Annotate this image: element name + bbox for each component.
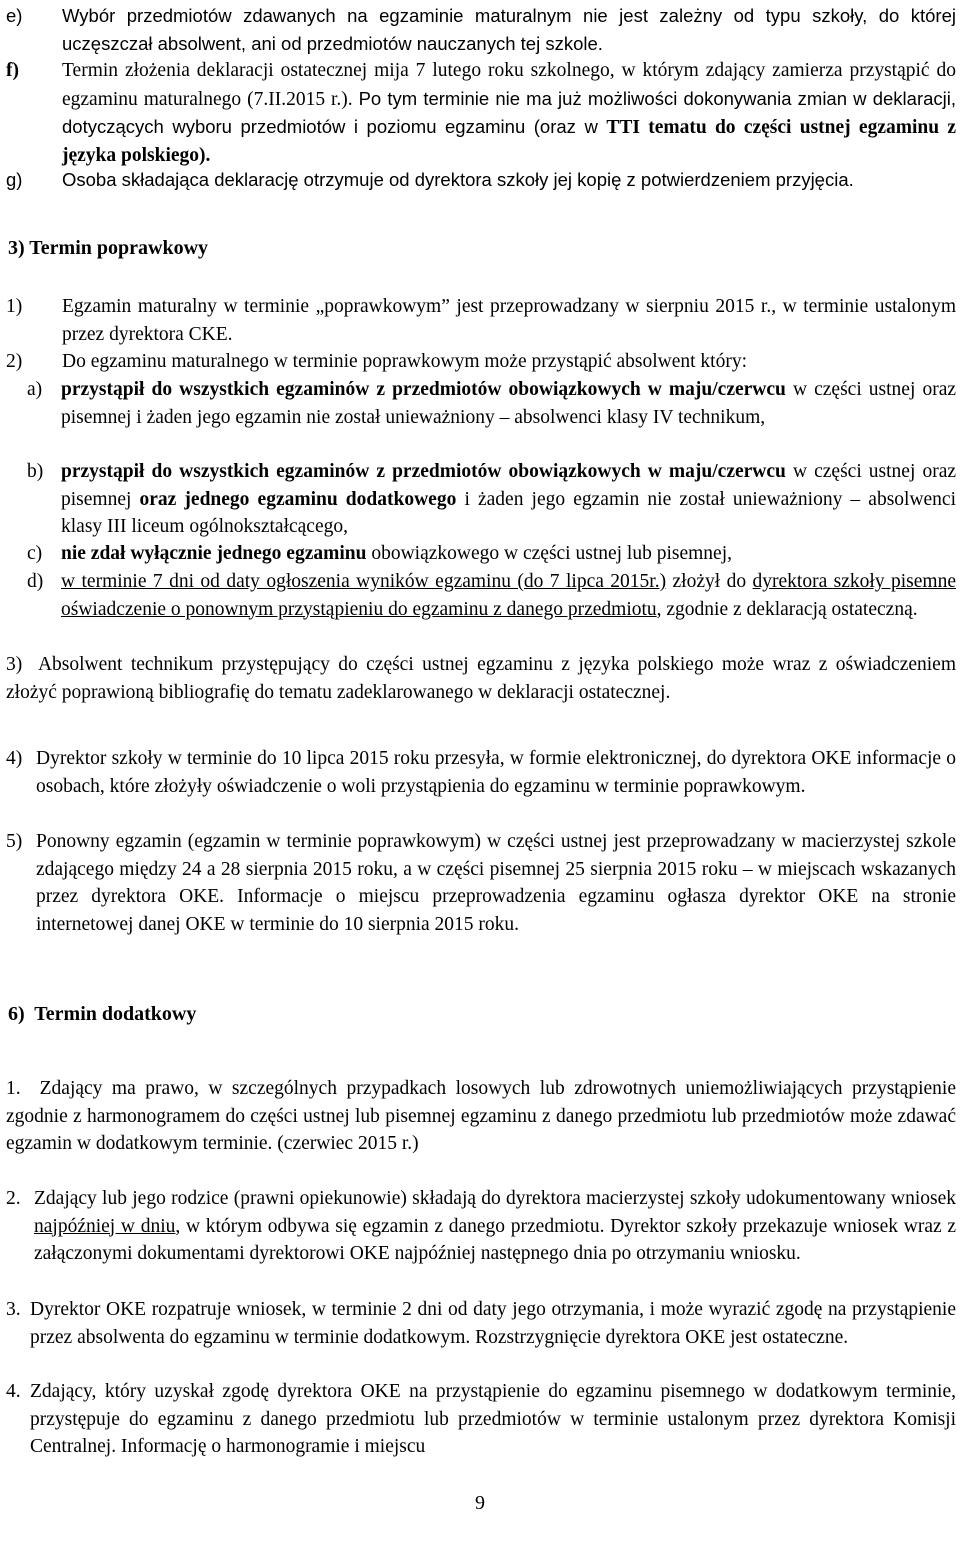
sub-item-d <box>27 568 956 623</box>
sub-item-b <box>27 458 956 541</box>
item-f <box>6 57 956 169</box>
item-label: 3. <box>6 1299 21 1320</box>
section3-item-2 <box>6 348 956 376</box>
item-label: a) <box>27 379 43 400</box>
section3-item-1 <box>6 293 956 348</box>
item-e <box>6 2 956 57</box>
sub-item-a <box>27 376 956 431</box>
section-heading-termin-dodatkowy: 6) Termin dodatkowy <box>8 1003 197 1025</box>
item-text: Zdający ma prawo, w szczególnych przypadkach losowych lub zdrowotnych uniemożliwiających przystąpienie zgodnie z harmonogramem do części ustnej lub pisemnej egzaminu z danego przedmiotu lub przedmiotów może zdawać egzamin w dodatkowym terminie. (czerwiec 2015 r.) <box>6 1078 957 1154</box>
item-label: 2. <box>6 1188 21 1209</box>
item-label: d) <box>27 571 44 592</box>
item-label: 4) <box>6 748 23 769</box>
item-text: Zdający, który uzyskał zgodę dyrektora OKE na przystąpienie do egzaminu pisemnego w dodatkowym terminie, przystępuje do egzaminu z danego przedmiotu lub przedmiotów w terminie ustalonym przez dyrektora Komisji Centralnej. Informację o harmonogramie i miejscu <box>30 1381 956 1457</box>
item-label: b) <box>27 461 44 482</box>
section6-item-2 <box>6 1185 956 1268</box>
section6-item-3 <box>6 1296 956 1351</box>
item-text: Do egzaminu maturalnego w terminie poprawkowym może przystąpić absolwent który: <box>62 351 748 372</box>
item-text: Wybór przedmiotów zdawanych na egzaminie maturalnym nie jest zależny od typu szkoły, do której uczęszczał absolwent, ani od przedmiotów nauczanych tej szkole. <box>62 5 956 54</box>
item-text: przystąpił do wszystkich egzaminów z przedmiotów obowiązkowych w maju/czerwcu w części ustnej oraz pisemnej oraz jednego egzaminu dodatkowego i żaden jego egzamin nie został unieważniony – absolwenci klasy III liceum ogólnokształcącego, <box>61 461 957 537</box>
item-text: Termin złożenia deklaracji ostatecznej mija 7 lutego roku szkolnego, w którym zdający zamierza przystąpić do egzaminu maturalnego (7.II.2015 r.). Po tym terminie nie ma już możliwości dokonywania zmian w deklaracji, dotyczących wyboru przedmiotów i poziomu egzaminu (oraz w TTI tematu do części ustnej egzaminu z języka polskiego). <box>62 60 957 166</box>
item-label: e) <box>6 5 23 26</box>
item-label: c) <box>27 543 43 564</box>
item-text: Osoba składająca deklarację otrzymuje od dyrektora szkoły jej kopię z potwierdzeniem przyjęcia. <box>62 169 854 190</box>
item-text: nie zdał wyłącznie jednego egzaminu obowiązkowego w części ustnej lub pisemnej, <box>61 543 732 564</box>
item-label: 1. <box>6 1078 21 1099</box>
section3-item-5 <box>6 828 956 938</box>
item-text: Dyrektor szkoły w terminie do 10 lipca 2015 roku przesyła, w formie elektronicznej, do dyrektora OKE informacje o osobach, które złożyły oświadczenie o woli przystąpienia do egzaminu w terminie poprawkowym. <box>36 748 956 797</box>
section-heading-termin-poprawkowy: 3) Termin poprawkowy <box>8 237 209 259</box>
section6-item-1 <box>6 1075 956 1158</box>
item-label: g) <box>6 169 23 190</box>
page-number: 9 <box>475 1492 485 1514</box>
sub-item-c <box>27 540 956 568</box>
item-g <box>6 166 956 194</box>
item-label: 1) <box>6 296 23 317</box>
item-text: przystąpił do wszystkich egzaminów z przedmiotów obowiązkowych w maju/czerwcu w części ustnej oraz pisemnej i żaden jego egzamin nie został unieważniony – absolwenci klasy IV technikum, <box>61 379 957 428</box>
item-text: Zdający lub jego rodzice (prawni opiekunowie) składają do dyrektora macierzystej szkoły udokumentowany wniosek najpóźniej w dniu, w którym odbywa się egzamin z danego przedmiotu. Dyrektor szkoły przekazuje wniosek wraz z załączonymi dokumentami dyrektorowi OKE najpóźniej następnego dnia po otrzymaniu wniosku. <box>34 1188 956 1264</box>
item-text: Ponowny egzamin (egzamin w terminie poprawkowym) w części ustnej jest przeprowadzany w macierzystej szkole zdającego między 24 a 28 sierpnia 2015 roku, a w części pisemnej 25 sierpnia 2015 roku – w miejscach wskazanych przez dyrektora OKE. Informacje o miejscu przeprowadzenia egzaminu ogłasza dyrektor OKE na stronie internetowej danej OKE w terminie do 10 sierpnia 2015 roku. <box>36 831 956 935</box>
item-text: Egzamin maturalny w terminie „poprawkowym” jest przeprowadzany w sierpniu 2015 r., w terminie ustalonym przez dyrektora CKE. <box>62 296 956 345</box>
item-label: 4. <box>6 1381 21 1402</box>
item-label: 2) <box>6 351 23 372</box>
section3-item-4 <box>6 745 956 800</box>
item-text: w terminie 7 dni od daty ogłoszenia wyników egzaminu (do 7 lipca 2015r.) złożył do dyrektora szkoły pisemne oświadczenie o ponownym przystąpieniu do egzaminu z danego przedmiotu, zgodnie z deklaracją ostateczną. <box>61 571 956 620</box>
item-text: Absolwent technikum przystępujący do części ustnej egzaminu z języka polskiego może wraz z oświadczeniem złożyć poprawioną bibliografię do tematu zadeklarowanego w deklaracji ostatecznej. <box>6 654 956 703</box>
item-text: Dyrektor OKE rozpatruje wniosek, w terminie 2 dni od daty jego otrzymania, i może wyrazić zgodę na przystąpienie przez absolwenta do egzaminu w terminie dodatkowym. Rozstrzygnięcie dyrektora OKE jest ostateczne. <box>30 1299 956 1348</box>
item-label: 5) <box>6 831 23 852</box>
section6-item-4 <box>6 1378 956 1461</box>
item-label: 3) <box>6 654 23 675</box>
section3-item-3 <box>6 651 956 706</box>
item-label: f) <box>6 60 19 81</box>
